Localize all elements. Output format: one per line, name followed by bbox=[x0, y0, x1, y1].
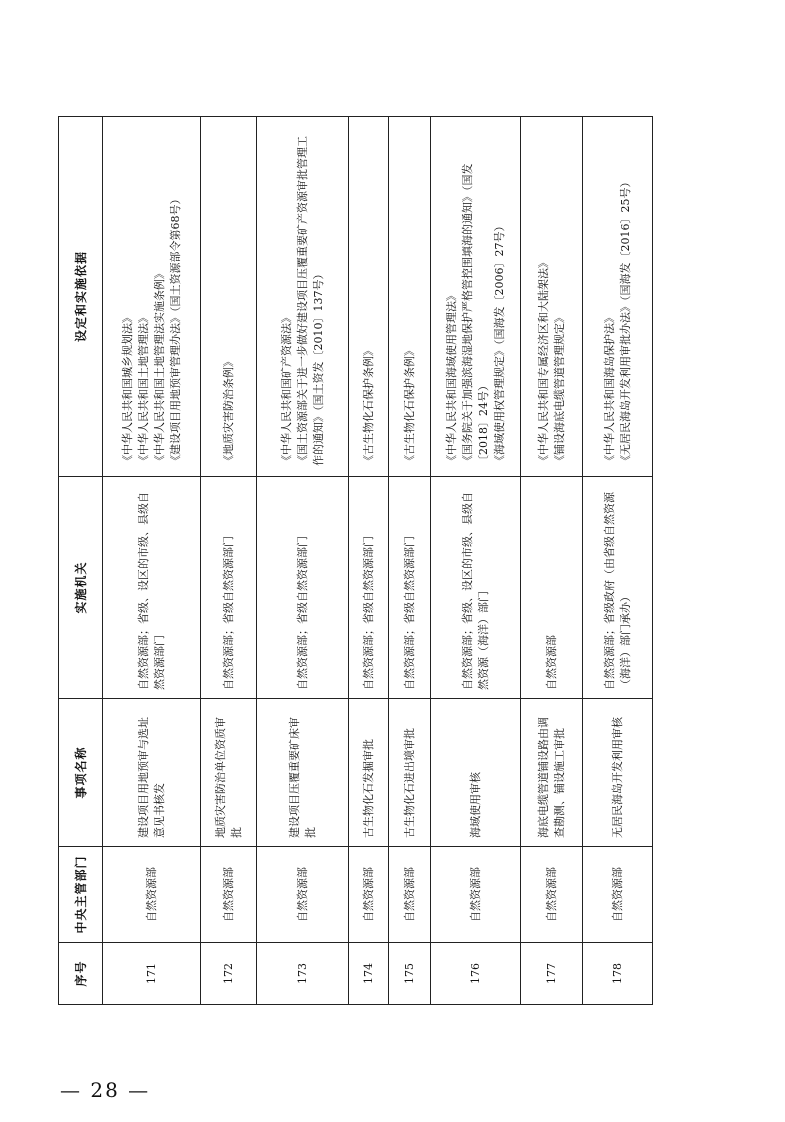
basis-line: 《国土资源部关于进一步做好建设项目压覆重要矿产资源审批管理工作的通知》（国土资发〔2010〕137号） bbox=[295, 136, 325, 466]
row-seq: 172 bbox=[201, 943, 257, 1005]
row-dept: 自然资源部 bbox=[583, 847, 653, 943]
table-row bbox=[431, 117, 521, 1005]
row-seq: 171 bbox=[103, 943, 201, 1005]
table-row bbox=[521, 117, 583, 1005]
basis-line: 《无居民海岛开发利用审批办法》（国海发〔2016〕25号） bbox=[618, 176, 632, 466]
row-item: 古生物化石进出境审批 bbox=[389, 699, 431, 847]
basis-line: 《中华人民共和国土地管理法实施条例》 bbox=[152, 268, 166, 466]
row-basis bbox=[583, 117, 653, 477]
basis-line: 《中华人民共和国矿产资源法》 bbox=[279, 312, 293, 466]
row-dept: 自然资源部 bbox=[389, 847, 431, 943]
row-org: 自然资源部；省级自然资源部门 bbox=[257, 477, 349, 699]
row-dept: 自然资源部 bbox=[257, 847, 349, 943]
table-row bbox=[257, 117, 349, 1005]
row-basis bbox=[201, 117, 257, 477]
row-item: 古生物化石发掘审批 bbox=[349, 699, 389, 847]
row-basis bbox=[389, 117, 431, 477]
row-basis bbox=[103, 117, 201, 477]
row-item: 海域使用审核 bbox=[431, 699, 521, 847]
basis-line: 《中华人民共和国专属经济区和大陆架法》 bbox=[536, 257, 550, 466]
page-number: — 28 — bbox=[60, 1078, 151, 1102]
header-org: 实施机关 bbox=[59, 477, 103, 699]
row-dept: 自然资源部 bbox=[201, 847, 257, 943]
basis-line: 《海域使用权管理规定》（国海发〔2006〕27号） bbox=[492, 220, 506, 466]
row-org: 自然资源部；省级、设区的市级、县级自然资源部门 bbox=[103, 477, 201, 699]
row-seq: 178 bbox=[583, 943, 653, 1005]
row-item: 海底电缆管道铺设路由调查勘测、铺设施工审批 bbox=[521, 699, 583, 847]
basis-line: 《中华人民共和国海岛保护法》 bbox=[602, 312, 616, 466]
row-basis bbox=[349, 117, 389, 477]
table-row bbox=[583, 117, 653, 1005]
row-seq: 177 bbox=[521, 943, 583, 1005]
row-seq: 175 bbox=[389, 943, 431, 1005]
basis-line: 《古生物化石保护条例》 bbox=[402, 345, 416, 466]
header-dept: 中央主管部门 bbox=[59, 847, 103, 943]
rotated-table-wrapper bbox=[58, 117, 652, 1005]
table-row bbox=[389, 117, 431, 1005]
row-basis bbox=[257, 117, 349, 477]
row-item: 建设项目压覆重要矿床审批 bbox=[257, 699, 349, 847]
table-row bbox=[201, 117, 257, 1005]
row-item: 地质灾害防治单位资质审批 bbox=[201, 699, 257, 847]
row-org: 自然资源部；省级、设区的市级、县级自然资源（海洋）部门 bbox=[431, 477, 521, 699]
row-seq: 174 bbox=[349, 943, 389, 1005]
basis-line: 《中华人民共和国土地管理法》 bbox=[136, 312, 150, 466]
table-row bbox=[103, 117, 201, 1005]
table-header-row bbox=[59, 117, 103, 1005]
row-org: 自然资源部；省级自然资源部门 bbox=[349, 477, 389, 699]
row-org: 自然资源部；省级自然资源部门 bbox=[201, 477, 257, 699]
table-row bbox=[349, 117, 389, 1005]
basis-line: 《地质灾害防治条例》 bbox=[221, 356, 235, 466]
basis-line: 《中华人民共和国城乡规划法》 bbox=[120, 312, 134, 466]
header-seq: 序号 bbox=[59, 943, 103, 1005]
basis-line: 《国务院关于加强滨海湿地保护严格管控围填海的通知》（国发〔2018〕24号） bbox=[460, 163, 490, 466]
header-basis: 设定和实施依据 bbox=[59, 117, 103, 477]
row-dept: 自然资源部 bbox=[521, 847, 583, 943]
row-item: 建设项目用地预审与选址意见书核发 bbox=[103, 699, 201, 847]
row-basis bbox=[521, 117, 583, 477]
header-item: 事项名称 bbox=[59, 699, 103, 847]
row-org: 自然资源部；省级自然资源部门 bbox=[389, 477, 431, 699]
basis-line: 《中华人民共和国海域使用管理法》 bbox=[444, 290, 458, 466]
row-seq: 176 bbox=[431, 943, 521, 1005]
row-basis bbox=[431, 117, 521, 477]
row-dept: 自然资源部 bbox=[103, 847, 201, 943]
basis-line: 《古生物化石保护条例》 bbox=[361, 345, 375, 466]
basis-line: 《铺设海底电缆管道管理规定》 bbox=[552, 312, 566, 466]
row-org: 自然资源部；省级政府（由省级自然资源（海洋）部门承办） bbox=[583, 477, 653, 699]
basis-line: 《建设项目用地预审管理办法》（国土资源部令第68号） bbox=[168, 193, 182, 466]
row-dept: 自然资源部 bbox=[349, 847, 389, 943]
row-dept: 自然资源部 bbox=[431, 847, 521, 943]
administrative-licensing-table bbox=[58, 116, 653, 1005]
row-item: 无居民海岛开发利用审核 bbox=[583, 699, 653, 847]
row-org: 自然资源部 bbox=[521, 477, 583, 699]
row-seq: 173 bbox=[257, 943, 349, 1005]
